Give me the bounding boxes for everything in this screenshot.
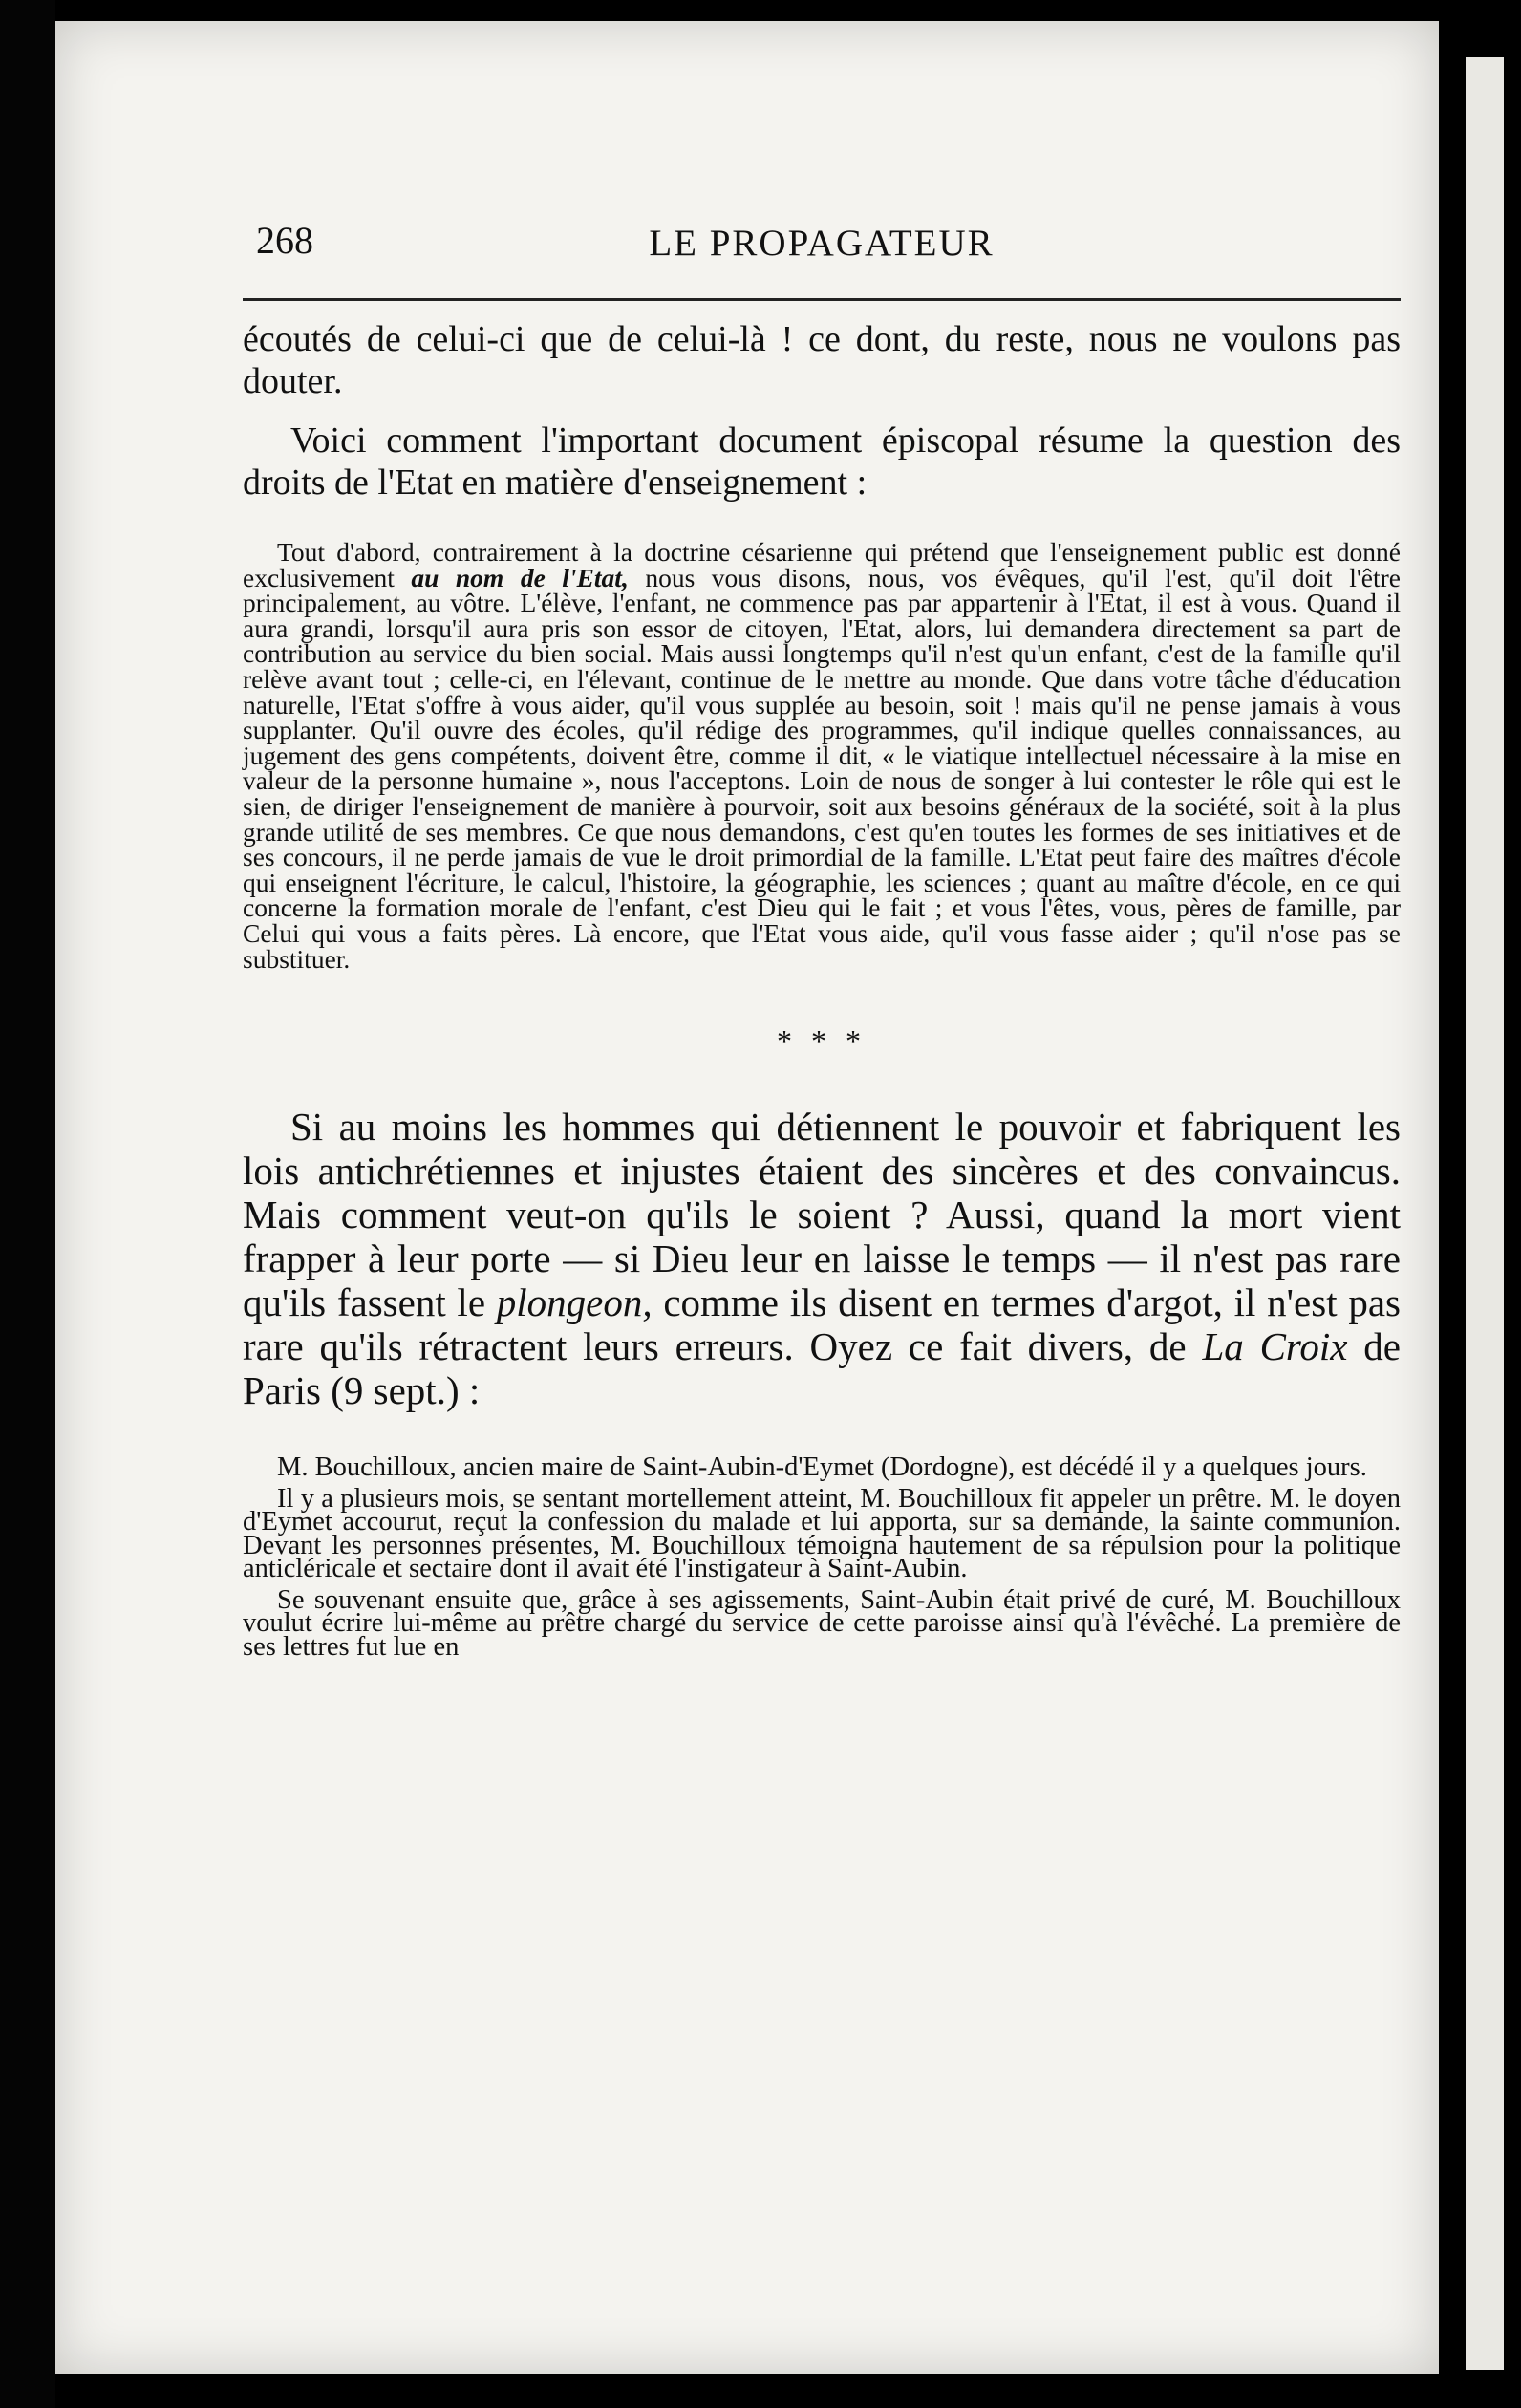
- next-page-edge: [1466, 57, 1504, 2370]
- main-emphasis-plongeon: plongeon,: [496, 1280, 653, 1325]
- news-paragraph-3: Se souvenant ensuite que, grâce à ses agissements, Saint-Aubin était privé de curé, M. Bouchilloux voulut écrire lui-même au prêtre chargé du service de cette paroisse ainsi qu'à l'évêché. La première de ses lettres fut lue en: [243, 1584, 1401, 1662]
- quote-text-1: Tout d'abord, contrairement à la doctrine césarienne qui prétend que l'enseignement public est donné exclusivement: [243, 537, 1401, 592]
- main-paragraph: [243, 1105, 1401, 1412]
- main-emphasis-la-croix: La Croix: [1202, 1324, 1348, 1369]
- main-text-1: Si au moins les hommes qui détiennent le pouvoir et fabriquent les lois antichrétiennes et injustes étaient des sincères et des convaincus. Mais comment veut-on qu'ils le soient ? Aussi, quand la mort vient frapper à leur porte — si Dieu leur en laisse le temps — il n'est pas rare qu'ils fassent le: [243, 1105, 1401, 1325]
- running-title: LE PROPAGATEUR: [649, 223, 995, 264]
- scan-border-left: [0, 0, 55, 2408]
- news-excerpt: [243, 1452, 1401, 1662]
- section-separator: * * *: [777, 1023, 867, 1059]
- quote-paragraph: [243, 537, 1401, 974]
- page-number: 268: [256, 219, 313, 262]
- quote-emphasis: au nom de l'Etat,: [411, 562, 629, 592]
- page-header: [243, 218, 1401, 285]
- news-paragraph-2: Il y a plusieurs mois, se sentant mortellement atteint, M. Bouchilloux fit appeler un prêtre. M. le doyen d'Eymet accourut, reçut la confession du malade et lui apporta, sur sa demande, la sainte communion. Devant les personnes présentes, M. Bouchilloux témoigna hautement de sa répulsion pour la politique anticléricale et sectaire dont il avait été l'instigateur à Saint-Aubin.: [243, 1483, 1401, 1584]
- intro-continuation: écoutés de celui-ci que de celui-là ! ce dont, du reste, nous ne voulons pas douter.: [243, 319, 1401, 401]
- quote-text-2: nous vous disons, nous, vos évêques, qu'il l'est, qu'il doit l'être principalement, au vôtre. L'élève, l'enfant, ne commence pas par appartenir à l'Etat, il est à vous. Quand il aura grandi, lorsqu'il aura pris son essor de citoyen, l'Etat, alors, lui demandera directement sa part de contribution au service du bien social. Mais aussi longtemps qu'il n'est qu'un enfant, c'est de la famille qu'il relève avant tout ; celle-ci, en l'élevant, continue de le mettre au monde. Que dans votre tâche d'éducation naturelle, l'Etat s'offre à vous aider, qu'il vous supplée au besoin, soit ! mais qu'il ne pense jamais à vous supplanter. Qu'il ouvre des écoles, qu'il rédige des programmes, qu'il indique quelles connaissances, au jugement des gens compétents, doivent être, comme il dit, « le viatique intellectuel nécessaire à la mise en valeur de la personne humaine », nous l'acceptons. Loin de nous de songer à lui contester le rôle qui est le sien, de diriger l'enseignement de manière à pourvoir, soit aux besoins généraux de la société, soit à la plus grande utilité de ses membres. Ce que nous demandons, c'est qu'en toutes les formes de ses initiatives et de ses concours, il ne perde jamais de vue le droit primordial de la famille. L'Etat peut faire des maîtres d'école qui enseignent l'écriture, le calcul, l'histoire, la géographie, les sciences ; quant au maître d'école, en ce qui concerne la formation morale de l'enfant, c'est Dieu qui le fait ; et vous l'êtes, vous, pères de famille, par Celui qui vous a faits pères. Là encore, que l'Etat vous aide, qu'il vous fasse aider ; qu'il n'ose pas se substituer.: [243, 562, 1401, 974]
- main-text-3: de Paris (9 sept.) :: [243, 1324, 1401, 1413]
- page: [55, 21, 1439, 2374]
- page-content: [243, 218, 1401, 1666]
- scan-border-right: [1439, 0, 1521, 2408]
- header-rule: [243, 298, 1401, 301]
- episcopal-quote: [243, 537, 1401, 974]
- intro-paragraph: Voici comment l'important document épiscopal résume la question des droits de l'Etat en matière d'enseignement :: [243, 420, 1401, 503]
- news-paragraph-1: M. Bouchilloux, ancien maire de Saint-Aubin-d'Eymet (Dordogne), est décédé il y a quelques jours.: [277, 1452, 1367, 1483]
- main-text-2: comme ils disent en termes d'argot, il n'est pas rare qu'ils rétractent leurs erreurs. Oyez ce fait divers, de: [243, 1280, 1401, 1369]
